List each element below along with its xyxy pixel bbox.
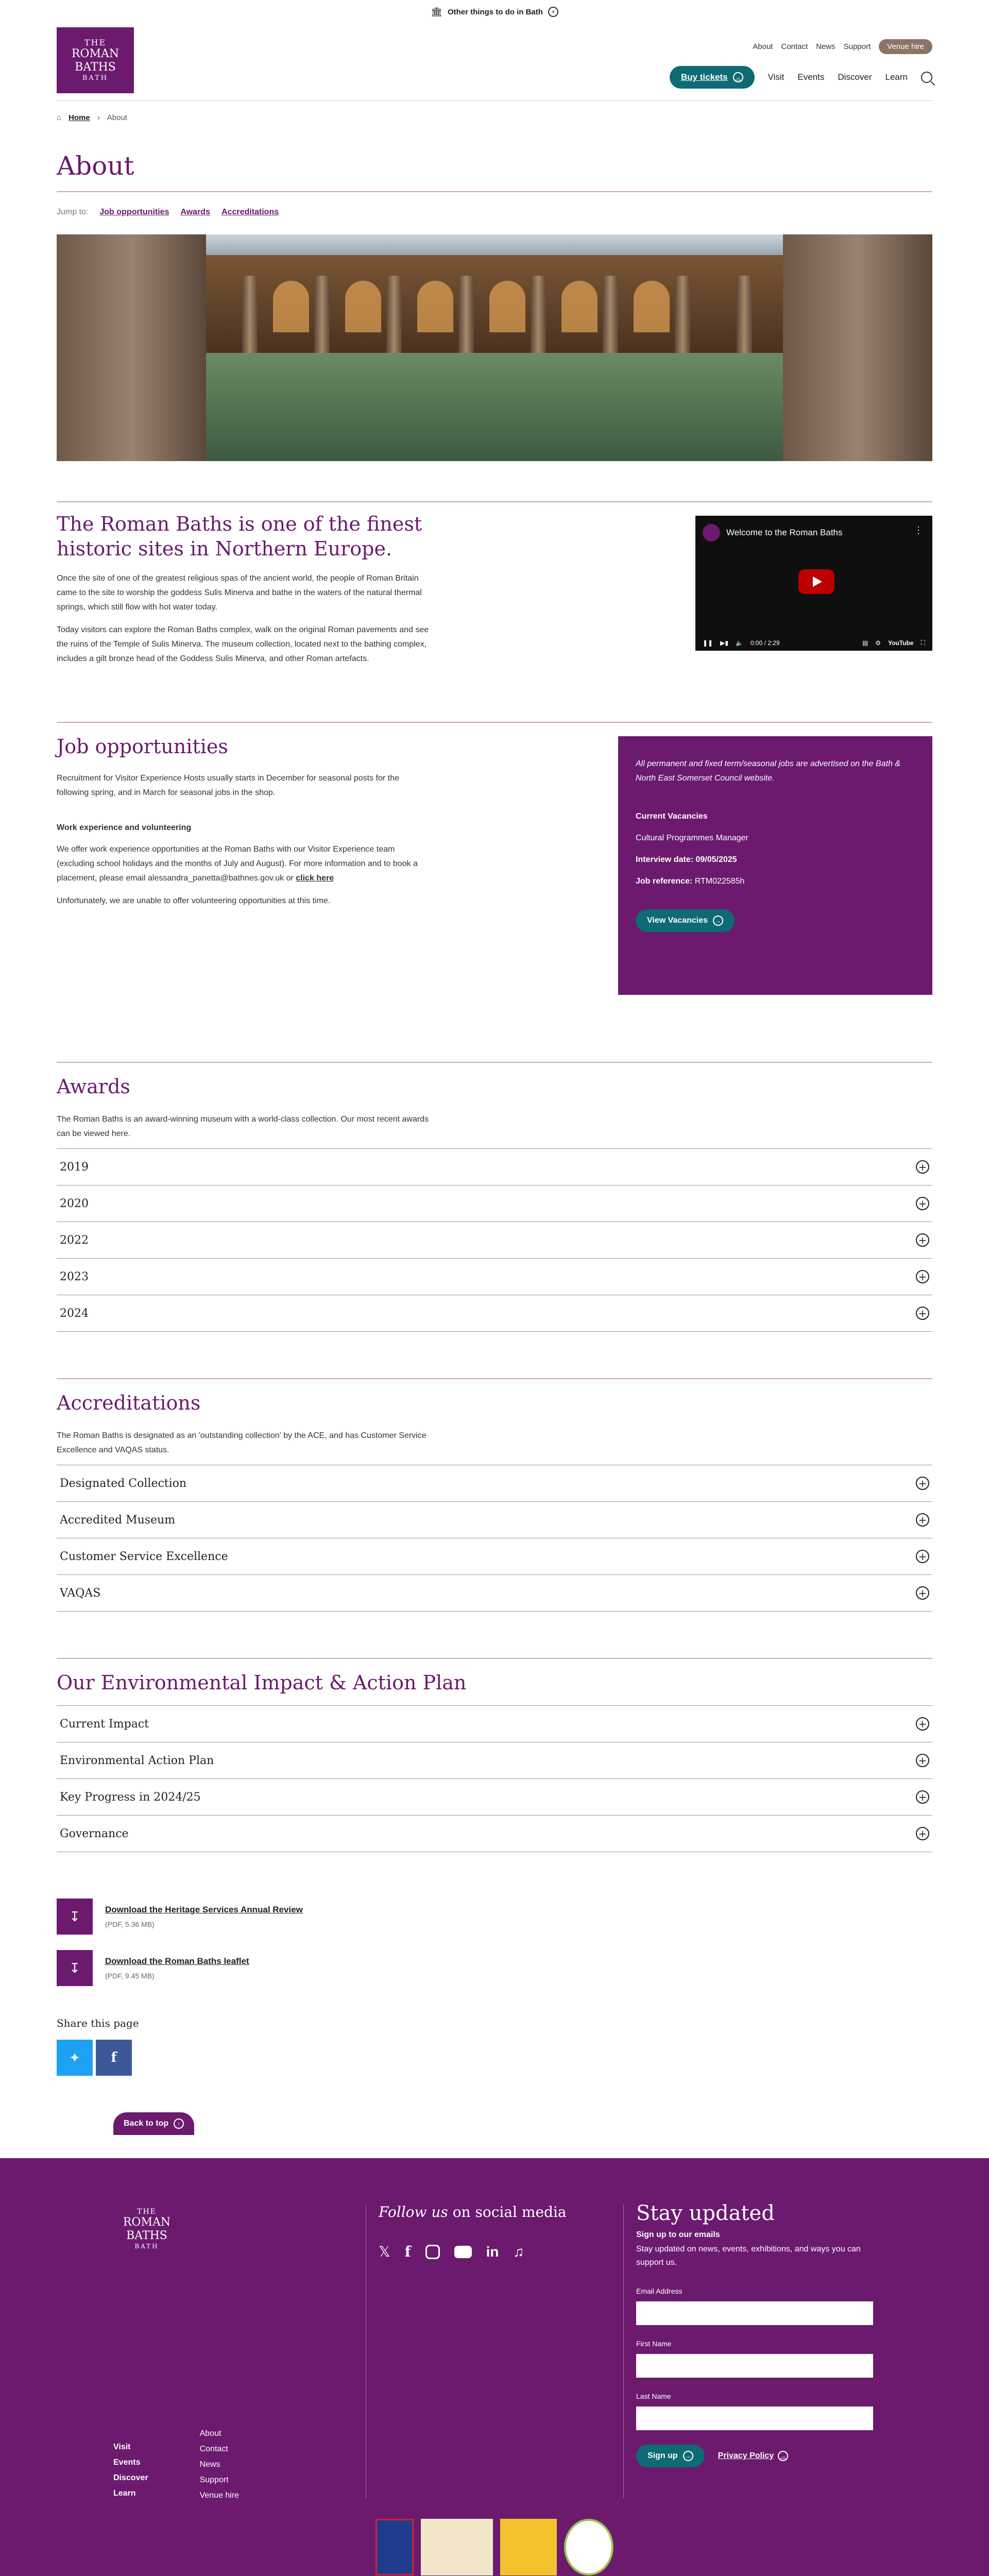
site-header [57, 24, 932, 101]
accordion-item[interactable] [57, 1779, 932, 1816]
accordion-item[interactable] [57, 1259, 932, 1295]
jump-label: Jump to: [57, 208, 89, 216]
email-field[interactable] [636, 2301, 873, 2325]
buy-tickets-label: Buy tickets [680, 72, 728, 82]
top-strip-text: Other things to do in Bath [447, 7, 543, 16]
nav-learn[interactable]: Learn [885, 72, 908, 82]
download-title[interactable]: Download the Heritage Services Annual Review [105, 1905, 303, 1914]
accreditations-heading: Accreditations [57, 1392, 201, 1414]
facebook-icon[interactable]: f [404, 2243, 411, 2260]
breadcrumb-current: About [107, 113, 127, 122]
share-label: Share this page [57, 2017, 139, 2029]
downloads [57, 1899, 932, 1986]
top-strip[interactable] [0, 0, 989, 24]
tiktok-icon[interactable]: ♫ [513, 2243, 524, 2260]
back-to-top-label: Back to top [124, 2119, 169, 2128]
vacancy-reference [636, 874, 915, 889]
footer-link[interactable]: Contact [199, 2445, 228, 2453]
jobs-paragraph: Unfortunately, we are unable to offer volunteering opportunities at this time. [57, 896, 331, 905]
search-icon[interactable] [921, 72, 932, 83]
download-title[interactable]: Download the Roman Baths leaflet [105, 1956, 249, 1966]
page-title: About [57, 151, 932, 192]
more-icon[interactable]: ⋮ [914, 525, 923, 535]
jobs-section [57, 722, 932, 995]
first-name-field[interactable] [636, 2354, 873, 2378]
signup-text: Stay updated on news, events, exhibitions, and ways you can support us. [636, 2245, 861, 2267]
download-icon: ↧ [57, 1950, 93, 1986]
accreditations-accordion [57, 1465, 932, 1612]
accordion-item[interactable] [57, 1222, 932, 1259]
arrow-right-icon: → [778, 2451, 788, 2461]
awards-accordion [57, 1148, 932, 1332]
video-title-text: Welcome to the Roman Baths [726, 528, 843, 537]
environment-section [57, 1658, 932, 1852]
click-here-link[interactable]: click here [296, 874, 334, 883]
hero-image [57, 234, 932, 461]
youtube-icon[interactable] [454, 2246, 472, 2258]
video-time: 0:00 / 2:29 [750, 639, 780, 647]
footer-social [379, 2204, 567, 2260]
accordion-label: Governance [60, 1827, 129, 1840]
nav-events[interactable]: Events [797, 72, 825, 82]
footer-link[interactable]: Support [199, 2476, 229, 2484]
channel-avatar [703, 524, 720, 541]
accordion-label: 2020 [60, 1197, 89, 1210]
jump-link-accreditations[interactable]: Accreditations [221, 208, 279, 216]
accordion-label: 2023 [60, 1270, 89, 1283]
pause-icon[interactable]: ❚❚ [703, 639, 713, 647]
fullscreen-icon[interactable]: ⛶ [920, 639, 925, 646]
accordion-item[interactable] [57, 1816, 932, 1852]
next-icon[interactable]: ▶▮ [720, 639, 728, 647]
arrow-right-icon: → [733, 72, 743, 82]
utility-link-contact[interactable]: Contact [781, 42, 808, 51]
accordion-label: Accredited Museum [60, 1513, 176, 1527]
privacy-label: Privacy Policy [718, 2451, 774, 2460]
label: Job reference: [636, 877, 693, 886]
linkedin-icon[interactable]: in [486, 2243, 499, 2260]
footer-link[interactable]: Venue hire [199, 2491, 240, 2500]
facebook-icon[interactable]: f [96, 2040, 132, 2076]
share-section [57, 2017, 932, 2076]
x-icon[interactable]: 𝕏 [379, 2244, 390, 2260]
newsletter-form [636, 2201, 878, 2467]
jobs-subheading: Work experience and volunteering [57, 823, 192, 832]
jump-links [57, 208, 932, 217]
buy-tickets-button[interactable] [670, 66, 755, 89]
accordion-label: 2024 [60, 1307, 89, 1320]
button-label: Sign up [647, 2451, 678, 2460]
plus-icon: + [916, 1477, 929, 1490]
accordion-item[interactable] [57, 1538, 932, 1575]
footer-link[interactable]: Events [113, 2458, 141, 2467]
breadcrumb-home[interactable]: Home [69, 113, 90, 122]
accordion-item[interactable] [57, 1185, 932, 1222]
download-item[interactable] [57, 1899, 932, 1935]
utility-link-support[interactable]: Support [843, 42, 871, 51]
logo-line: THE [137, 2208, 157, 2216]
play-button[interactable] [798, 569, 834, 594]
footer-link[interactable]: News [199, 2460, 220, 2469]
privacy-link[interactable] [718, 2451, 789, 2461]
accordion-label: Customer Service Excellence [60, 1550, 228, 1563]
view-vacancies-button[interactable] [636, 909, 735, 932]
back-to-top-button[interactable] [113, 2112, 194, 2135]
jobs-paragraph [57, 842, 433, 886]
plus-icon: + [916, 1233, 929, 1247]
quality-badge [376, 2519, 414, 2575]
accordion-label: 2022 [60, 1233, 89, 1247]
follow-rest: on social media [448, 2204, 567, 2221]
accordion-item[interactable] [57, 1706, 932, 1742]
accordion-item[interactable] [57, 1149, 932, 1185]
jump-link-jobs[interactable]: Job opportunities [99, 208, 169, 216]
accordion-label: VAQAS [60, 1586, 101, 1600]
vacancy-interview [636, 853, 915, 867]
download-meta: (PDF, 5.36 MB) [105, 1920, 155, 1928]
footer-link[interactable]: About [199, 2429, 221, 2438]
stay-heading: Stay updated [636, 2201, 775, 2225]
accordion-item[interactable] [57, 1502, 932, 1538]
signup-actions [636, 2445, 878, 2467]
accordion-item[interactable] [57, 1465, 932, 1502]
value: RTM022585h [694, 877, 745, 886]
accordion-label: Designated Collection [60, 1477, 187, 1490]
breadcrumb [57, 113, 932, 122]
plus-icon: + [548, 7, 558, 17]
plus-icon: + [916, 1790, 929, 1804]
footer-nav [113, 2426, 239, 2503]
environment-accordion [57, 1705, 932, 1852]
footer-link[interactable]: Learn [113, 2489, 136, 2498]
email-label: Email Address [636, 2287, 683, 2295]
plus-icon: + [916, 1160, 929, 1174]
last-name-field[interactable] [636, 2406, 873, 2430]
footer-logo[interactable] [113, 2208, 180, 2250]
site-logo[interactable] [57, 27, 134, 93]
arrow-up-icon: ↑ [174, 2119, 184, 2129]
value: 09/05/2025 [695, 855, 737, 864]
footer-link[interactable]: Visit [113, 2443, 131, 2451]
download-icon: ↧ [57, 1899, 93, 1935]
temple-icon: 🏛 [431, 6, 442, 17]
logo-line: BATHS [126, 2229, 167, 2242]
accreditations-intro: The Roman Baths is designated as an 'outstanding collection' by the ACE, and has Customer Service Excellence and VAQAS status. [57, 1431, 427, 1454]
download-item[interactable] [57, 1950, 932, 1986]
logo-line: BATH [134, 2243, 159, 2250]
vacancies-box [618, 736, 932, 995]
footer-nav-secondary [200, 2426, 240, 2503]
accreditation-badges [0, 2519, 989, 2575]
captions-icon[interactable]: ▤ [862, 639, 868, 647]
signup-title: Sign up to our emails [636, 2230, 720, 2239]
environment-heading: Our Environmental Impact & Action Plan [57, 1671, 467, 1694]
utility-link-news[interactable]: News [816, 42, 835, 51]
plus-icon: + [916, 1754, 929, 1767]
instagram-icon[interactable] [425, 2245, 440, 2259]
last-name-label: Last Name [636, 2392, 671, 2400]
awards-heading: Awards [57, 1075, 130, 1098]
accordion-item[interactable] [57, 1295, 932, 1332]
label: Interview date: [636, 855, 694, 864]
site-footer [0, 2158, 989, 2576]
accordion-label: 2019 [60, 1160, 89, 1174]
plus-icon: + [916, 1717, 929, 1731]
plus-icon: + [916, 1550, 929, 1563]
logo-line: ROMAN [71, 47, 120, 60]
jobs-heading: Job opportunities [57, 735, 228, 758]
accordion-item[interactable] [57, 1575, 932, 1612]
twitter-icon[interactable]: ✦ [57, 2040, 93, 2076]
signup-button[interactable] [636, 2445, 705, 2467]
intro-heading: The Roman Baths is one of the finest historic sites in Northern Europe. [57, 513, 422, 560]
share-buttons [57, 2040, 932, 2076]
accordion-label: Current Impact [60, 1717, 149, 1731]
plus-icon: + [916, 1307, 929, 1320]
video-player[interactable] [695, 516, 932, 651]
nav-discover[interactable]: Discover [838, 72, 872, 82]
logo-line: BATHS [75, 61, 116, 74]
plus-icon: + [916, 1270, 929, 1283]
video-title [703, 524, 843, 541]
vacancy-role: Cultural Programmes Manager [636, 834, 748, 842]
venue-hire-button[interactable]: Venue hire [879, 39, 932, 54]
follow-emphasis: Follow us [379, 2204, 448, 2221]
main-content [57, 113, 932, 2076]
download-meta: (PDF, 9.45 MB) [105, 1972, 155, 1980]
logo-line: THE [84, 38, 107, 47]
green-badge [564, 2519, 613, 2575]
plus-icon: + [916, 1827, 929, 1840]
volume-icon[interactable]: 🔈 [735, 639, 743, 647]
footer-divider [623, 2205, 624, 2498]
video-controls [703, 639, 925, 647]
jobs-text: We offer work experience opportunities at the Roman Baths with our Visitor Experience team (excluding school holidays and the months of July and August). For more information and to book a placement, please email alessandra_panetta@bathnes.gov.uk or [57, 845, 418, 883]
first-name-label: First Name [636, 2340, 672, 2348]
accordion-label: Environmental Action Plan [60, 1754, 214, 1767]
utility-nav [753, 39, 932, 54]
logo-line: BATH [82, 74, 109, 82]
chevron-right-icon: › [97, 113, 100, 122]
social-icons [379, 2243, 567, 2260]
accordion-item[interactable] [57, 1742, 932, 1779]
heritage-badge [421, 2519, 493, 2575]
plus-icon: + [916, 1197, 929, 1210]
logo-line: ROMAN [123, 2216, 171, 2229]
footer-link[interactable]: Discover [113, 2473, 148, 2482]
vacancies-heading: Current Vacancies [636, 812, 708, 821]
home-icon: ⌂ [57, 113, 62, 122]
jump-link-awards[interactable]: Awards [180, 208, 210, 216]
plus-icon: + [916, 1586, 929, 1600]
jobs-paragraph: Recruitment for Visitor Experience Hosts usually starts in December for seasonal posts for the following spring, and in March for seasonal jobs in the shop. [57, 774, 399, 797]
plus-icon: + [916, 1513, 929, 1527]
follow-heading [379, 2204, 567, 2221]
nav-visit[interactable]: Visit [768, 72, 785, 82]
footer-nav-primary [113, 2439, 148, 2503]
awards-intro: The Roman Baths is an award-winning museum with a world-class collection. Our most recent awards can be viewed here. [57, 1115, 429, 1138]
travellers-choice-badge [500, 2519, 557, 2575]
intro-paragraph: Once the site of one of the greatest religious spas of the ancient world, the people of Roman Britain came to the site to worship the goddess Sulis Minerva and bathe in the waters of the natural thermal springs, which still flow with hot water today. [57, 574, 422, 612]
intro-paragraph: Today visitors can explore the Roman Baths complex, walk on the original Roman pavements and see the ruins of the Temple of Sulis Minerva. The museum collection, located next to the bathing complex, includes a gilt bronze head of the Goddess Sulis Minerva, and other Roman artefacts. [57, 625, 429, 663]
main-nav [670, 66, 932, 89]
accordion-label: Key Progress in 2024/25 [60, 1790, 201, 1804]
arrow-right-icon: → [713, 916, 723, 926]
accreditations-section [57, 1378, 932, 1612]
utility-link-about[interactable]: About [753, 42, 773, 51]
intro-section [57, 501, 932, 666]
button-label: View Vacancies [647, 916, 708, 925]
settings-icon[interactable]: ⚙ [875, 639, 881, 647]
youtube-logo[interactable]: YouTube [888, 639, 914, 647]
vacancies-intro: All permanent and fixed term/seasonal jobs are advertised on the Bath & North East Somerset Council website. [636, 759, 901, 783]
awards-section [57, 1062, 932, 1332]
arrow-right-icon: → [683, 2451, 693, 2461]
